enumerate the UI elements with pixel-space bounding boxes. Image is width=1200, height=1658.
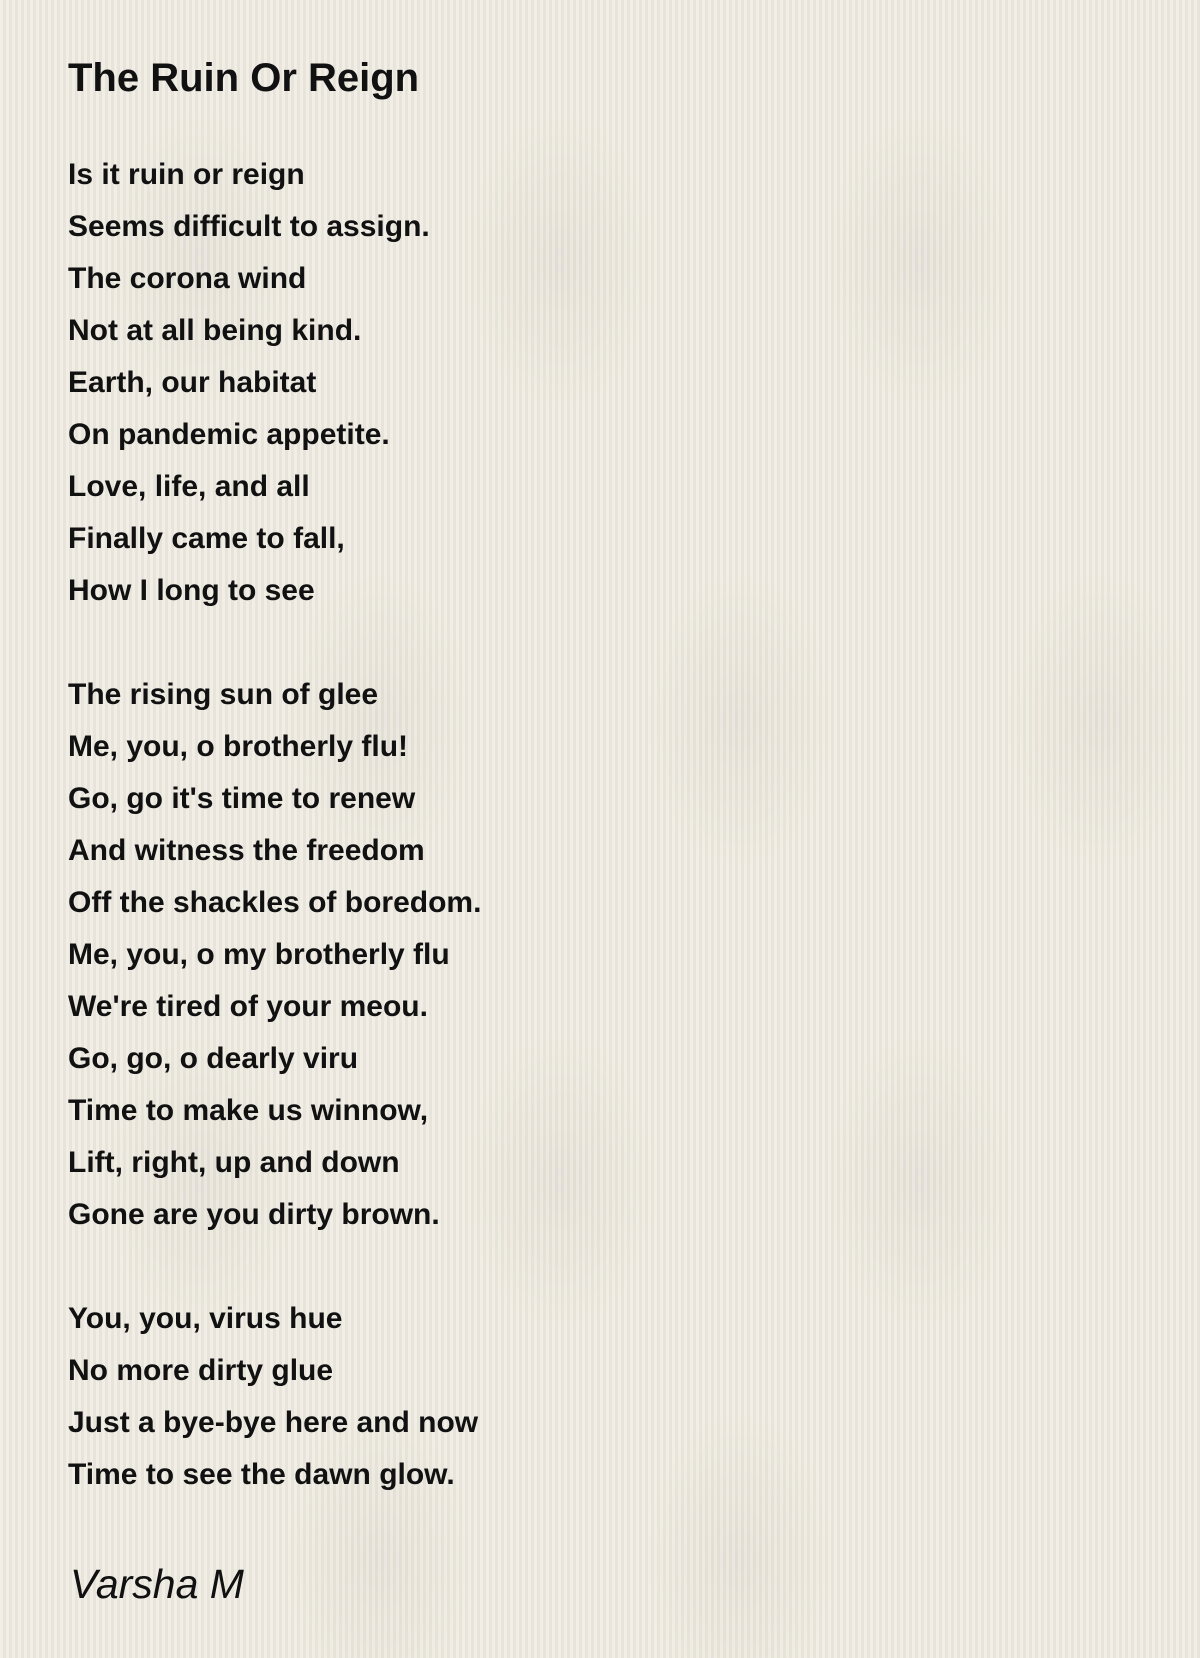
poem-line: The corona wind xyxy=(68,262,307,295)
poem-line: Finally came to fall, xyxy=(68,522,345,555)
poem-line: Not at all being kind. xyxy=(68,314,362,347)
poem-body xyxy=(68,149,1068,1553)
poem-line: Love, life, and all xyxy=(68,470,310,503)
poem-line: Seems difficult to assign. xyxy=(68,210,430,243)
poem-line: Me, you, o brotherly flu! xyxy=(68,730,409,763)
stanza-3 xyxy=(68,1293,1068,1501)
poem-line: Just a bye-bye here and now xyxy=(68,1406,479,1439)
poem-line: No more dirty glue xyxy=(68,1354,334,1387)
poem-line: Me, you, o my brotherly flu xyxy=(68,938,450,971)
poem-line: Gone are you dirty brown. xyxy=(68,1198,440,1231)
poem-line: How I long to see xyxy=(68,574,315,607)
poem-title: The Ruin Or Reign xyxy=(68,56,420,100)
poem-line: Is it ruin or reign xyxy=(68,158,305,191)
poem-line: On pandemic appetite. xyxy=(68,418,390,451)
poem-line: Lift, right, up and down xyxy=(68,1146,400,1179)
poem-line: And witness the freedom xyxy=(68,834,425,867)
poem-line: Time to make us winnow, xyxy=(68,1094,429,1127)
poem-line: Go, go it's time to renew xyxy=(68,782,416,815)
poem-author: Varsha M xyxy=(70,1561,244,1607)
poem-line: We're tired of your meou. xyxy=(68,990,428,1023)
poem-line: Earth, our habitat xyxy=(68,366,317,399)
stanza-1 xyxy=(68,149,1068,617)
poem-line: You, you, virus hue xyxy=(68,1302,343,1335)
poem-line: The rising sun of glee xyxy=(68,678,379,711)
poem-line: Time to see the dawn glow. xyxy=(68,1458,455,1491)
stanza-2 xyxy=(68,669,1068,1241)
poem-line: Go, go, o dearly viru xyxy=(68,1042,359,1075)
poem-line: Off the shackles of boredom. xyxy=(68,886,482,919)
